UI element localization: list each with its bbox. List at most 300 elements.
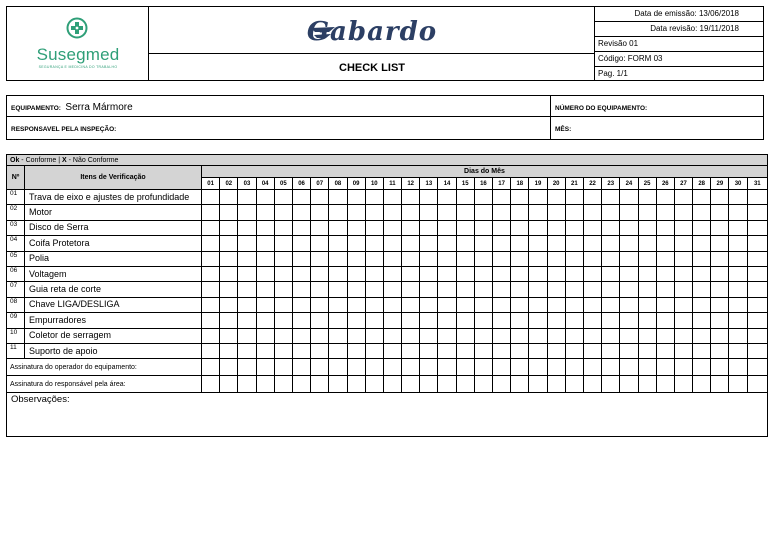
check-cell[interactable]	[693, 205, 711, 220]
check-cell[interactable]	[656, 343, 674, 358]
signature-cell[interactable]	[420, 359, 438, 376]
signature-cell[interactable]	[329, 376, 347, 393]
check-cell[interactable]	[693, 251, 711, 266]
check-cell[interactable]	[511, 297, 529, 312]
signature-cell[interactable]	[529, 359, 547, 376]
check-cell[interactable]	[347, 205, 365, 220]
check-cell[interactable]	[529, 266, 547, 281]
check-cell[interactable]	[420, 282, 438, 297]
check-cell[interactable]	[511, 328, 529, 343]
check-cell[interactable]	[547, 343, 565, 358]
signature-cell[interactable]	[238, 376, 256, 393]
check-cell[interactable]	[474, 297, 492, 312]
check-cell[interactable]	[238, 190, 256, 205]
check-cell[interactable]	[529, 251, 547, 266]
signature-cell[interactable]	[347, 359, 365, 376]
check-cell[interactable]	[620, 297, 638, 312]
check-cell[interactable]	[547, 297, 565, 312]
check-cell[interactable]	[402, 297, 420, 312]
check-cell[interactable]	[729, 266, 747, 281]
check-cell[interactable]	[329, 205, 347, 220]
check-cell[interactable]	[420, 343, 438, 358]
check-cell[interactable]	[456, 236, 474, 251]
check-cell[interactable]	[529, 328, 547, 343]
check-cell[interactable]	[438, 220, 456, 235]
check-cell[interactable]	[674, 313, 692, 328]
check-cell[interactable]	[529, 205, 547, 220]
check-cell[interactable]	[693, 236, 711, 251]
check-cell[interactable]	[292, 251, 310, 266]
check-cell[interactable]	[220, 297, 238, 312]
responsible-field[interactable]	[7, 117, 551, 139]
check-cell[interactable]	[402, 343, 420, 358]
check-cell[interactable]	[547, 220, 565, 235]
check-cell[interactable]	[402, 236, 420, 251]
check-cell[interactable]	[220, 251, 238, 266]
check-cell[interactable]	[238, 343, 256, 358]
signature-cell[interactable]	[383, 376, 401, 393]
check-cell[interactable]	[311, 205, 329, 220]
check-cell[interactable]	[402, 205, 420, 220]
check-cell[interactable]	[656, 236, 674, 251]
check-cell[interactable]	[511, 282, 529, 297]
check-cell[interactable]	[565, 190, 583, 205]
check-cell[interactable]	[602, 282, 620, 297]
check-cell[interactable]	[729, 251, 747, 266]
check-cell[interactable]	[292, 220, 310, 235]
check-cell[interactable]	[547, 266, 565, 281]
check-cell[interactable]	[274, 220, 292, 235]
signature-cell[interactable]	[747, 376, 767, 393]
check-cell[interactable]	[602, 251, 620, 266]
check-cell[interactable]	[256, 328, 274, 343]
check-cell[interactable]	[638, 313, 656, 328]
check-cell[interactable]	[693, 190, 711, 205]
check-cell[interactable]	[347, 251, 365, 266]
check-cell[interactable]	[747, 313, 767, 328]
check-cell[interactable]	[638, 251, 656, 266]
check-cell[interactable]	[656, 313, 674, 328]
check-cell[interactable]	[365, 328, 383, 343]
check-cell[interactable]	[474, 220, 492, 235]
check-cell[interactable]	[583, 297, 601, 312]
check-cell[interactable]	[220, 205, 238, 220]
signature-cell[interactable]	[565, 376, 583, 393]
check-cell[interactable]	[238, 282, 256, 297]
signature-cell[interactable]	[420, 376, 438, 393]
check-cell[interactable]	[693, 328, 711, 343]
signature-cell[interactable]	[256, 376, 274, 393]
check-cell[interactable]	[711, 343, 729, 358]
check-cell[interactable]	[256, 266, 274, 281]
signature-cell[interactable]	[474, 376, 492, 393]
check-cell[interactable]	[565, 297, 583, 312]
check-cell[interactable]	[620, 190, 638, 205]
check-cell[interactable]	[493, 220, 511, 235]
check-cell[interactable]	[747, 236, 767, 251]
signature-cell[interactable]	[402, 376, 420, 393]
check-cell[interactable]	[311, 328, 329, 343]
check-cell[interactable]	[383, 328, 401, 343]
check-cell[interactable]	[274, 266, 292, 281]
check-cell[interactable]	[474, 343, 492, 358]
check-cell[interactable]	[329, 220, 347, 235]
signature-cell[interactable]	[202, 359, 220, 376]
check-cell[interactable]	[311, 220, 329, 235]
check-cell[interactable]	[383, 313, 401, 328]
signature-cell[interactable]	[547, 376, 565, 393]
signature-cell[interactable]	[292, 359, 310, 376]
check-cell[interactable]	[274, 236, 292, 251]
check-cell[interactable]	[474, 282, 492, 297]
check-cell[interactable]	[620, 251, 638, 266]
check-cell[interactable]	[547, 236, 565, 251]
check-cell[interactable]	[620, 343, 638, 358]
signature-cell[interactable]	[565, 359, 583, 376]
check-cell[interactable]	[565, 205, 583, 220]
check-cell[interactable]	[202, 313, 220, 328]
check-cell[interactable]	[256, 251, 274, 266]
check-cell[interactable]	[747, 266, 767, 281]
signature-cell[interactable]	[329, 359, 347, 376]
check-cell[interactable]	[493, 328, 511, 343]
check-cell[interactable]	[329, 313, 347, 328]
check-cell[interactable]	[565, 220, 583, 235]
check-cell[interactable]	[747, 328, 767, 343]
check-cell[interactable]	[511, 205, 529, 220]
check-cell[interactable]	[256, 205, 274, 220]
check-cell[interactable]	[420, 266, 438, 281]
check-cell[interactable]	[529, 343, 547, 358]
signature-cell[interactable]	[656, 359, 674, 376]
check-cell[interactable]	[383, 251, 401, 266]
check-cell[interactable]	[256, 282, 274, 297]
check-cell[interactable]	[292, 266, 310, 281]
check-cell[interactable]	[711, 220, 729, 235]
check-cell[interactable]	[256, 236, 274, 251]
check-cell[interactable]	[456, 343, 474, 358]
check-cell[interactable]	[383, 297, 401, 312]
check-cell[interactable]	[711, 251, 729, 266]
check-cell[interactable]	[747, 220, 767, 235]
check-cell[interactable]	[365, 343, 383, 358]
check-cell[interactable]	[493, 313, 511, 328]
check-cell[interactable]	[474, 328, 492, 343]
check-cell[interactable]	[474, 266, 492, 281]
check-cell[interactable]	[220, 328, 238, 343]
check-cell[interactable]	[202, 297, 220, 312]
check-cell[interactable]	[729, 343, 747, 358]
check-cell[interactable]	[311, 297, 329, 312]
check-cell[interactable]	[420, 297, 438, 312]
check-cell[interactable]	[674, 266, 692, 281]
check-cell[interactable]	[656, 282, 674, 297]
check-cell[interactable]	[638, 220, 656, 235]
check-cell[interactable]	[747, 297, 767, 312]
check-cell[interactable]	[274, 297, 292, 312]
check-cell[interactable]	[620, 236, 638, 251]
signature-cell[interactable]	[274, 359, 292, 376]
check-cell[interactable]	[583, 190, 601, 205]
check-cell[interactable]	[711, 236, 729, 251]
signature-cell[interactable]	[347, 376, 365, 393]
check-cell[interactable]	[493, 282, 511, 297]
check-cell[interactable]	[456, 328, 474, 343]
check-cell[interactable]	[402, 251, 420, 266]
check-cell[interactable]	[329, 328, 347, 343]
signature-cell[interactable]	[602, 359, 620, 376]
check-cell[interactable]	[674, 251, 692, 266]
check-cell[interactable]	[438, 282, 456, 297]
check-cell[interactable]	[693, 266, 711, 281]
check-cell[interactable]	[311, 190, 329, 205]
check-cell[interactable]	[220, 343, 238, 358]
signature-cell[interactable]	[620, 359, 638, 376]
check-cell[interactable]	[383, 220, 401, 235]
check-cell[interactable]	[238, 297, 256, 312]
check-cell[interactable]	[202, 343, 220, 358]
check-cell[interactable]	[493, 297, 511, 312]
check-cell[interactable]	[292, 282, 310, 297]
check-cell[interactable]	[529, 297, 547, 312]
check-cell[interactable]	[202, 266, 220, 281]
check-cell[interactable]	[747, 190, 767, 205]
check-cell[interactable]	[674, 205, 692, 220]
check-cell[interactable]	[220, 313, 238, 328]
check-cell[interactable]	[620, 282, 638, 297]
check-cell[interactable]	[474, 313, 492, 328]
check-cell[interactable]	[274, 205, 292, 220]
check-cell[interactable]	[274, 251, 292, 266]
check-cell[interactable]	[511, 251, 529, 266]
check-cell[interactable]	[383, 343, 401, 358]
check-cell[interactable]	[365, 266, 383, 281]
check-cell[interactable]	[365, 236, 383, 251]
check-cell[interactable]	[602, 328, 620, 343]
check-cell[interactable]	[202, 205, 220, 220]
check-cell[interactable]	[420, 205, 438, 220]
check-cell[interactable]	[292, 236, 310, 251]
check-cell[interactable]	[202, 251, 220, 266]
check-cell[interactable]	[602, 236, 620, 251]
check-cell[interactable]	[747, 205, 767, 220]
signature-cell[interactable]	[638, 376, 656, 393]
check-cell[interactable]	[438, 266, 456, 281]
check-cell[interactable]	[220, 282, 238, 297]
check-cell[interactable]	[747, 282, 767, 297]
check-cell[interactable]	[438, 205, 456, 220]
check-cell[interactable]	[383, 190, 401, 205]
check-cell[interactable]	[438, 251, 456, 266]
check-cell[interactable]	[438, 236, 456, 251]
check-cell[interactable]	[693, 220, 711, 235]
check-cell[interactable]	[220, 266, 238, 281]
check-cell[interactable]	[383, 282, 401, 297]
check-cell[interactable]	[656, 220, 674, 235]
check-cell[interactable]	[674, 190, 692, 205]
signature-cell[interactable]	[202, 376, 220, 393]
check-cell[interactable]	[365, 220, 383, 235]
check-cell[interactable]	[583, 251, 601, 266]
check-cell[interactable]	[238, 266, 256, 281]
check-cell[interactable]	[547, 190, 565, 205]
check-cell[interactable]	[402, 220, 420, 235]
check-cell[interactable]	[511, 236, 529, 251]
check-cell[interactable]	[711, 282, 729, 297]
check-cell[interactable]	[365, 205, 383, 220]
check-cell[interactable]	[329, 190, 347, 205]
signature-cell[interactable]	[456, 359, 474, 376]
signature-cell[interactable]	[711, 359, 729, 376]
check-cell[interactable]	[620, 266, 638, 281]
check-cell[interactable]	[547, 205, 565, 220]
check-cell[interactable]	[529, 282, 547, 297]
check-cell[interactable]	[493, 343, 511, 358]
check-cell[interactable]	[238, 205, 256, 220]
check-cell[interactable]	[747, 251, 767, 266]
check-cell[interactable]	[256, 297, 274, 312]
check-cell[interactable]	[620, 313, 638, 328]
check-cell[interactable]	[238, 220, 256, 235]
check-cell[interactable]	[474, 190, 492, 205]
check-cell[interactable]	[420, 190, 438, 205]
check-cell[interactable]	[202, 190, 220, 205]
check-cell[interactable]	[402, 266, 420, 281]
check-cell[interactable]	[311, 251, 329, 266]
signature-cell[interactable]	[583, 359, 601, 376]
check-cell[interactable]	[638, 297, 656, 312]
signature-cell[interactable]	[693, 359, 711, 376]
check-cell[interactable]	[292, 190, 310, 205]
signature-cell[interactable]	[238, 359, 256, 376]
check-cell[interactable]	[729, 297, 747, 312]
check-cell[interactable]	[511, 190, 529, 205]
check-cell[interactable]	[365, 251, 383, 266]
check-cell[interactable]	[693, 343, 711, 358]
check-cell[interactable]	[274, 190, 292, 205]
check-cell[interactable]	[347, 282, 365, 297]
signature-cell[interactable]	[256, 359, 274, 376]
signature-cell[interactable]	[220, 376, 238, 393]
signature-cell[interactable]	[292, 376, 310, 393]
signature-cell[interactable]	[274, 376, 292, 393]
check-cell[interactable]	[383, 205, 401, 220]
signature-cell[interactable]	[747, 359, 767, 376]
check-cell[interactable]	[238, 251, 256, 266]
check-cell[interactable]	[402, 282, 420, 297]
check-cell[interactable]	[711, 266, 729, 281]
check-cell[interactable]	[347, 328, 365, 343]
check-cell[interactable]	[602, 220, 620, 235]
check-cell[interactable]	[547, 313, 565, 328]
check-cell[interactable]	[583, 266, 601, 281]
check-cell[interactable]	[420, 220, 438, 235]
check-cell[interactable]	[674, 220, 692, 235]
check-cell[interactable]	[638, 236, 656, 251]
check-cell[interactable]	[693, 313, 711, 328]
check-cell[interactable]	[438, 328, 456, 343]
check-cell[interactable]	[729, 220, 747, 235]
check-cell[interactable]	[565, 251, 583, 266]
check-cell[interactable]	[365, 313, 383, 328]
check-cell[interactable]	[729, 190, 747, 205]
check-cell[interactable]	[402, 313, 420, 328]
check-cell[interactable]	[583, 282, 601, 297]
check-cell[interactable]	[292, 343, 310, 358]
check-cell[interactable]	[329, 282, 347, 297]
check-cell[interactable]	[638, 190, 656, 205]
check-cell[interactable]	[674, 282, 692, 297]
signature-cell[interactable]	[620, 376, 638, 393]
check-cell[interactable]	[565, 266, 583, 281]
check-cell[interactable]	[638, 266, 656, 281]
check-cell[interactable]	[456, 205, 474, 220]
check-cell[interactable]	[565, 236, 583, 251]
check-cell[interactable]	[329, 297, 347, 312]
check-cell[interactable]	[711, 313, 729, 328]
check-cell[interactable]	[656, 190, 674, 205]
check-cell[interactable]	[311, 266, 329, 281]
check-cell[interactable]	[292, 297, 310, 312]
check-cell[interactable]	[438, 313, 456, 328]
signature-cell[interactable]	[638, 359, 656, 376]
check-cell[interactable]	[638, 343, 656, 358]
check-cell[interactable]	[674, 343, 692, 358]
check-cell[interactable]	[656, 251, 674, 266]
check-cell[interactable]	[547, 282, 565, 297]
check-cell[interactable]	[220, 190, 238, 205]
check-cell[interactable]	[729, 236, 747, 251]
signature-cell[interactable]	[511, 359, 529, 376]
check-cell[interactable]	[347, 236, 365, 251]
check-cell[interactable]	[493, 236, 511, 251]
check-cell[interactable]	[347, 343, 365, 358]
check-cell[interactable]	[329, 251, 347, 266]
check-cell[interactable]	[256, 220, 274, 235]
check-cell[interactable]	[711, 190, 729, 205]
check-cell[interactable]	[711, 297, 729, 312]
check-cell[interactable]	[329, 236, 347, 251]
check-cell[interactable]	[547, 328, 565, 343]
check-cell[interactable]	[511, 220, 529, 235]
check-cell[interactable]	[602, 190, 620, 205]
check-cell[interactable]	[565, 343, 583, 358]
signature-cell[interactable]	[511, 376, 529, 393]
check-cell[interactable]	[602, 266, 620, 281]
signature-cell[interactable]	[365, 376, 383, 393]
check-cell[interactable]	[347, 220, 365, 235]
check-cell[interactable]	[602, 297, 620, 312]
check-cell[interactable]	[493, 266, 511, 281]
check-cell[interactable]	[729, 282, 747, 297]
check-cell[interactable]	[656, 266, 674, 281]
signature-cell[interactable]	[674, 359, 692, 376]
check-cell[interactable]	[274, 328, 292, 343]
check-cell[interactable]	[365, 282, 383, 297]
check-cell[interactable]	[438, 297, 456, 312]
signature-cell[interactable]	[311, 359, 329, 376]
check-cell[interactable]	[656, 297, 674, 312]
check-cell[interactable]	[347, 266, 365, 281]
check-cell[interactable]	[347, 190, 365, 205]
check-cell[interactable]	[383, 266, 401, 281]
check-cell[interactable]	[674, 236, 692, 251]
check-cell[interactable]	[693, 297, 711, 312]
check-cell[interactable]	[529, 220, 547, 235]
check-cell[interactable]	[347, 313, 365, 328]
signature-cell[interactable]	[729, 359, 747, 376]
signature-cell[interactable]	[402, 359, 420, 376]
